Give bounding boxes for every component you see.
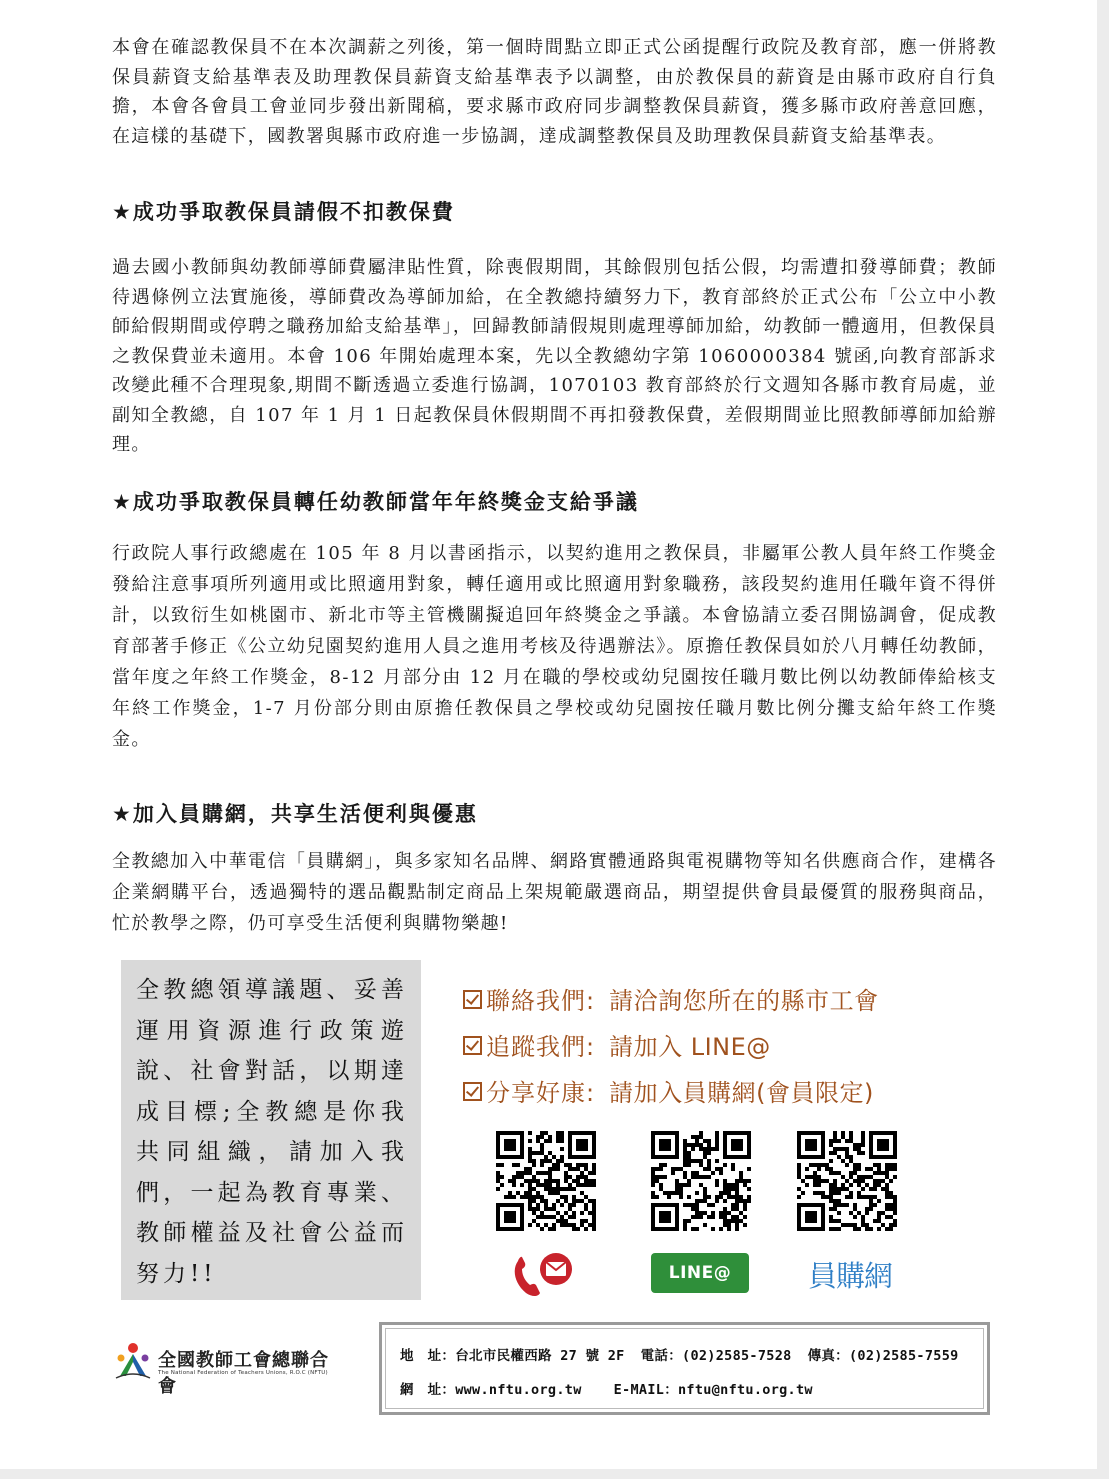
web-label: 網 址： xyxy=(400,1382,456,1398)
contact-list xyxy=(463,975,1023,1113)
contact-row-contact xyxy=(463,975,1023,1021)
contact-row-share xyxy=(463,1067,1023,1113)
qr-code-shop[interactable] xyxy=(797,1131,897,1231)
web-value[interactable]: www.nftu.org.tw xyxy=(455,1382,582,1398)
shop-logo-text[interactable]: 員購網 xyxy=(808,1259,893,1293)
phone-value: (02)2585-7528 xyxy=(682,1348,792,1364)
phone-mail-icon xyxy=(510,1251,576,1299)
contact-value: 請加入 LINE@ xyxy=(609,1032,771,1061)
fax-label: 傳真： xyxy=(807,1348,849,1364)
line-badge[interactable]: LINE@ xyxy=(651,1253,749,1293)
address-value: 台北市民權西路 27 號 2F xyxy=(455,1348,625,1364)
checkbox-icon xyxy=(463,990,482,1009)
section-heading-bonus: ★成功爭取教保員轉任幼教師當年年終獎金支給爭議 xyxy=(112,490,639,514)
qr-code-contact[interactable] xyxy=(496,1131,596,1231)
email-value[interactable]: nftu@nftu.org.tw xyxy=(678,1382,813,1398)
org-emblem-icon xyxy=(112,1340,154,1382)
contact-label: 追蹤我們: xyxy=(486,1032,596,1061)
org-name-en: The National Federation of Teachers Unions, R.O.C (NFTU) xyxy=(158,1370,328,1376)
web-line xyxy=(400,1378,813,1398)
contact-row-follow xyxy=(463,1021,1023,1067)
checkbox-icon xyxy=(463,1082,482,1101)
contact-value: 請加入員購網(會員限定) xyxy=(609,1078,874,1107)
section-body-bonus: 行政院人事行政總處在 105 年 8 月以書函指示，以契約進用之教保員，非屬軍公教人員年終工作獎金發給注意事項所列適用或比照適用對象，轉任適用或比照適用對象職務，該段契約進用任職年資不得併計，以致衍生如桃園市、新北市等主管機關擬追回年終獎金之爭議。本會協請立委召開協調會，促成教育部著手修正《公立幼兒園契約進用人員之進用考核及待遇辦法》。原擔任教保員如於八月轉任幼教師，當年度之年終工作獎金，8-12 月部分由 12 月在職的學校或幼兒園按任職月數比例以幼教師俸給核支年終工作獎金，1-7 月份部分則由原擔任教保員之學校或幼兒園按任職月數比例分攤支給年終工作獎金。 xyxy=(112,543,997,750)
address-box xyxy=(379,1322,990,1415)
section-heading-shopping: ★加入員購網，共享生活便利與優惠 xyxy=(112,802,478,826)
intro-paragraph: 本會在確認教保員不在本次調薪之列後，第一個時間點立即正式公函提醒行政院及教育部，應一併將教保員薪資支給基準表及助理教保員薪資支給基準表予以調整，由於教保員的薪資是由縣市政府自行負擔，本會各會員工會並同步發出新聞稿，要求縣市政府同步調整教保員薪資，獲多縣市政府善意回應，在這樣的基礎下，國教署與縣市政府進一步協調，達成調整教保員及助理教保員薪資支給基準表。 xyxy=(112,37,997,147)
callout-box xyxy=(121,960,421,1300)
section-heading-leave: ★成功爭取教保員請假不扣教保費 xyxy=(112,200,455,224)
checkbox-icon xyxy=(463,1036,482,1055)
contact-label: 聯絡我們: xyxy=(486,986,596,1015)
section-body-shopping: 全教總加入中華電信「員購網」，與多家知名品牌、網路實體通路與電視購物等知名供應商合作，建構各企業網購平台，透過獨特的選品觀點制定商品上架規範嚴選商品，期望提供會員最優質的服務與商品，忙於教學之際，仍可享受生活便利與購物樂趣! xyxy=(112,851,997,934)
contact-value: 請洽詢您所在的縣市工會 xyxy=(609,986,879,1015)
callout-text: 全教總領導議題、妥善運用資源進行政策遊說、社會對話，以期達成目標;全教總是你我共同組織，請加入我們，一起為教育專業、教師權益及社會公益而努力!! xyxy=(136,977,408,1287)
org-name-zh: 全國教師工會總聯合會 xyxy=(158,1350,329,1397)
address-label: 地 址： xyxy=(400,1348,456,1364)
address-line xyxy=(400,1344,959,1364)
qr-code-line[interactable] xyxy=(651,1131,751,1231)
contact-label: 分享好康: xyxy=(486,1078,596,1107)
fax-value: (02)2585-7559 xyxy=(848,1348,959,1364)
email-label: E-MAIL： xyxy=(613,1382,678,1398)
phone-label: 電話： xyxy=(640,1348,683,1364)
section-body-leave: 過去國小教師與幼教師導師費屬津貼性質，除喪假期間，其餘假別包括公假，均需遭扣發導師費；教師待遇條例立法實施後，導師費改為導師加給，在全教總持續努力下，教育部終於正式公布「公立中小教師給假期間或停聘之職務加給支給基準」，回歸教師請假規則處理導師加給，幼教師一體適用，但教保員之教保費並未適用。本會 106 年開始處理本案，先以全教總幼字第 1060000384 號函,向教育部訴求改變此種不合理現象,期間不斷透過立委進行協調，1070103 教育部終於行文週知各縣市教育局處，並副知全教總，自 107 年 1 月 1 日起教保員休假期間不再扣發教保費，差假期間並比照教師導師加給辦理。 xyxy=(112,257,997,455)
org-logo xyxy=(112,1338,342,1397)
